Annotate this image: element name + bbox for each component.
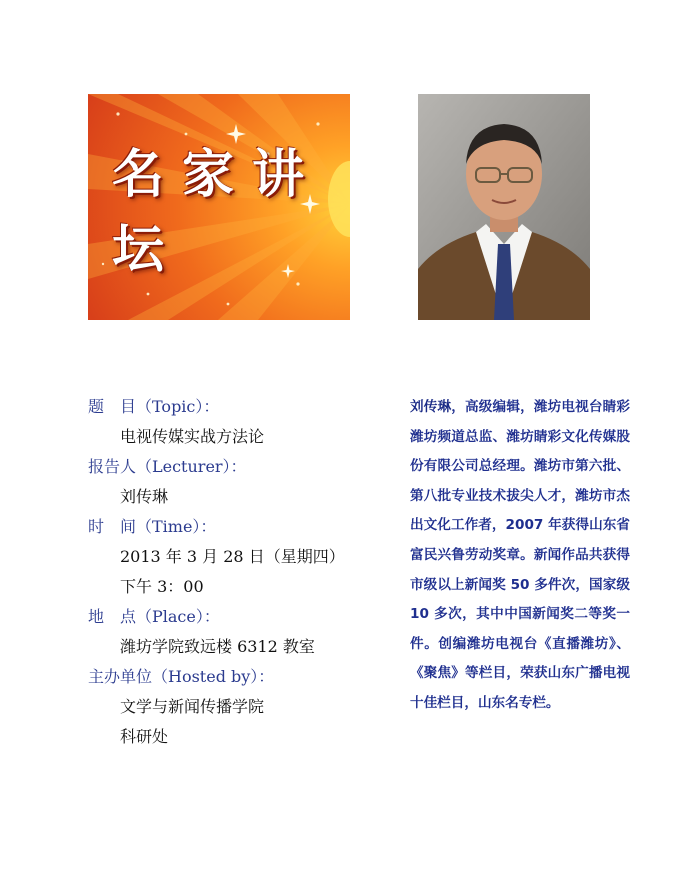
lecturer-value: 刘传琳 [120, 487, 169, 506]
speaker-portrait-image [418, 94, 590, 320]
host-value-office: 科研处 [120, 727, 169, 746]
place-label: 地 点（Place）： [88, 607, 220, 626]
lecture-banner [88, 94, 350, 320]
place-value: 潍坊学院致远楼 6312 教室 [120, 637, 315, 656]
speaker-bio [410, 393, 630, 719]
bio-text: ，高级编辑，潍坊电视台睛彩潍坊频道总监、潍坊睛彩文化传媒股份有限公司总经理。潍坊市第六批、第八批专业技术拔尖人才，潍坊市杰出文化工作者，2007 年获得山东省富民兴鲁劳动奖章。新闻作品共获得市级以上新闻奖 50 多件次，国家级 10 多次，其中中国新闻奖二等奖一件。创编潍坊电视台《直播潍坊》、《聚焦》等栏目，荣获山东广播电视十佳栏目，山东名专栏。 [410, 399, 630, 711]
lecturer-label: 报告人（Lecturer）： [88, 457, 247, 476]
topic-value: 电视传媒实战方法论 [120, 427, 265, 446]
time-date-value: 2013 年 3 月 28 日（星期四） [120, 547, 345, 566]
host-label: 主办单位（Hosted by）： [88, 667, 275, 686]
time-label: 时 间（Time）： [88, 517, 217, 536]
speaker-photo [418, 94, 590, 320]
banner-title: 名家讲坛 [112, 144, 323, 280]
host-value-college: 文学与新闻传播学院 [120, 697, 265, 716]
bio-name: 刘传琳 [410, 399, 452, 415]
topic-label: 题 目（Topic）： [88, 397, 220, 416]
event-info [88, 392, 388, 752]
time-hour-value: 下午 3：00 [120, 577, 204, 596]
